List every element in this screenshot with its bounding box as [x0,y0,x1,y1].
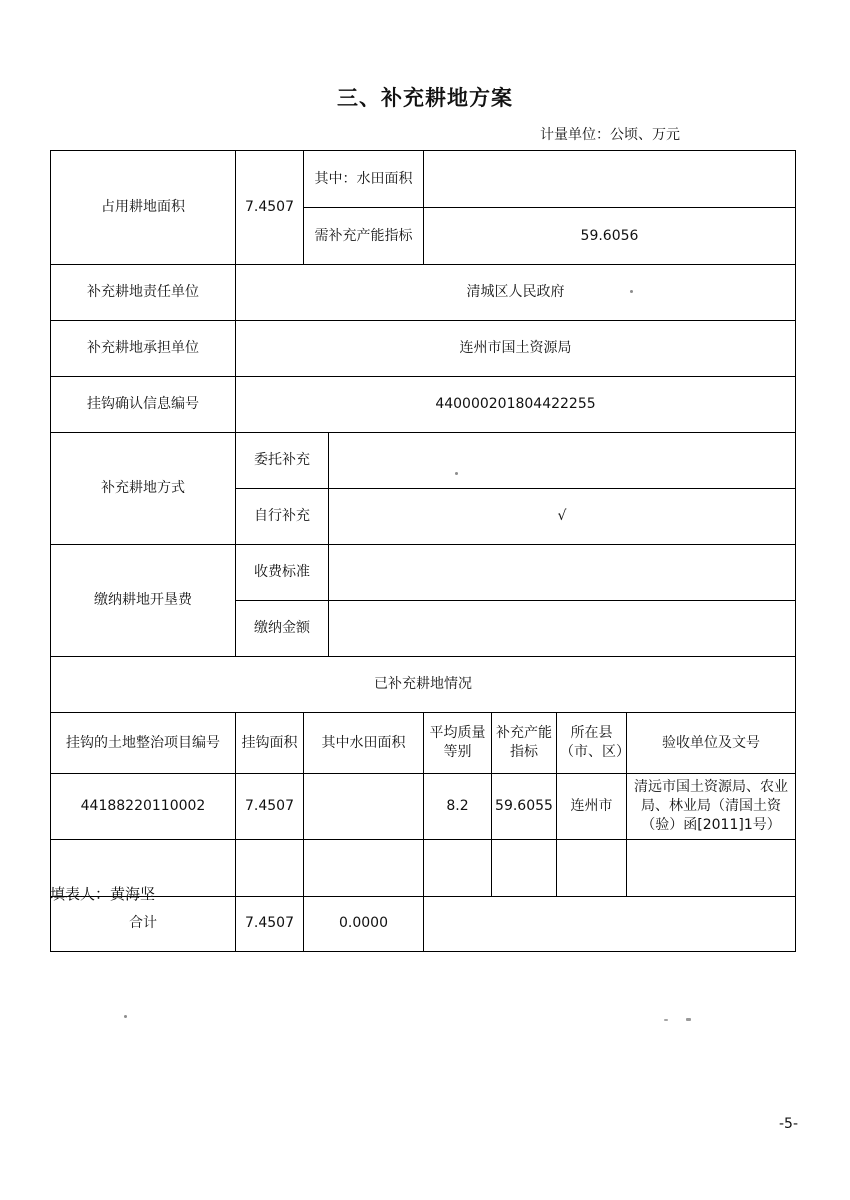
paddy-field-area-value [424,151,796,208]
cell-paddy-area [304,774,424,840]
supplement-method-label: 补充耕地方式 [51,433,236,545]
paddy-field-area-label: 其中：水田面积 [304,151,424,208]
reclamation-fee-label: 缴纳耕地开垦费 [51,545,236,657]
scan-speck [686,1018,691,1021]
form-filler-label: 填表人：黄海坚 [50,885,156,903]
link-confirmation-code-value: 440000201804422255 [236,377,796,433]
responsible-unit-value: 清城区人民政府 [236,265,796,321]
cell-link-area: 7.4507 [236,774,304,840]
cell-avg-quality [424,839,492,896]
column-header-link-area: 挂钩面积 [236,713,304,774]
fee-amount-value [329,601,796,657]
required-capacity-value: 59.6056 [424,208,796,265]
entrusted-supplement-label: 委托补充 [236,433,329,489]
total-paddy-area: 0.0000 [304,896,424,951]
page-title: 三、补充耕地方案 [337,86,513,110]
scan-speck [455,472,458,475]
total-remaining [424,896,796,951]
table-total-row [51,896,796,951]
cell-verify-unit [627,839,796,896]
fee-standard-value [329,545,796,601]
undertaking-unit-value: 连州市国土资源局 [236,321,796,377]
cell-verify-unit: 清远市国土资源局、农业局、林业局（清国土资（验）函[2011]1号） [627,774,796,840]
total-label: 合计 [51,896,236,951]
column-header-avg-quality: 平均质量等别 [424,713,492,774]
section-title-supplemented-status: 已补充耕地情况 [51,657,796,713]
total-link-area: 7.4507 [236,896,304,951]
measurement-unit-note: 计量单位：公顷、万元 [540,127,680,143]
link-confirmation-code-label: 挂钩确认信息编号 [51,377,236,433]
undertaking-unit-label: 补充耕地承担单位 [51,321,236,377]
scan-speck [124,1015,127,1018]
cell-paddy-area [304,839,424,896]
cell-county [557,839,627,896]
supplementary-farmland-table [50,150,796,952]
column-header-capacity-index: 补充产能指标 [492,713,557,774]
scan-speck [630,290,633,293]
occupied-farmland-area-value: 7.4507 [236,151,304,265]
fee-amount-label: 缴纳金额 [236,601,329,657]
column-header-county: 所在县（市、区） [557,713,627,774]
table-row [51,839,796,896]
entrusted-supplement-value [329,433,796,489]
cell-project-code: 44188220110002 [51,774,236,840]
cell-capacity-index: 59.6055 [492,774,557,840]
occupied-farmland-area-label: 占用耕地面积 [51,151,236,265]
page-number: -5- [778,1116,798,1132]
cell-avg-quality: 8.2 [424,774,492,840]
column-header-paddy-area: 其中水田面积 [304,713,424,774]
column-header-verify-unit: 验收单位及文号 [627,713,796,774]
cell-capacity-index [492,839,557,896]
fee-standard-label: 收费标准 [236,545,329,601]
cell-county: 连州市 [557,774,627,840]
cell-link-area [236,839,304,896]
self-supplement-label: 自行补充 [236,489,329,545]
column-header-project-code: 挂钩的土地整治项目编号 [51,713,236,774]
scan-speck [664,1019,668,1021]
responsible-unit-label: 补充耕地责任单位 [51,265,236,321]
self-supplement-checkmark: √ [329,489,796,545]
required-capacity-label: 需补充产能指标 [304,208,424,265]
table-row [51,774,796,840]
